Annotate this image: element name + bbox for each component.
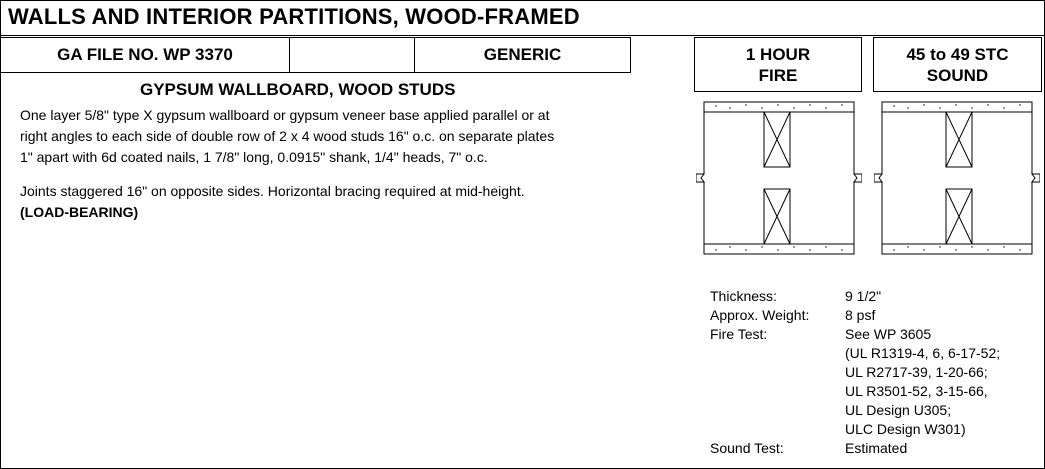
spec-label: Thickness:: [710, 288, 777, 304]
spec-value-line: 9 1/2": [845, 288, 882, 304]
description-line: 1" apart with 6d coated nails, 1 7/8" long, 0.0915" shank, 1/4" heads, 7" o.c.: [20, 149, 488, 165]
spec-value-line: ULC Design W301): [845, 421, 966, 437]
page-title: WALLS AND INTERIOR PARTITIONS, WOOD-FRAMED: [8, 4, 580, 29]
sound-rating-label: SOUND: [926, 65, 989, 85]
spec-value: [845, 306, 875, 325]
fire-rating-value: 1 HOUR: [745, 44, 811, 64]
header-spacer-box: [289, 37, 415, 73]
spec-value-line: UL R2717-39, 1-20-66;: [845, 364, 988, 380]
spec-label: Sound Test:: [710, 440, 784, 456]
spec-row-weight: [710, 306, 1000, 325]
load-bearing-note: (LOAD-BEARING): [20, 204, 139, 220]
spec-row-fire-test: [710, 325, 1000, 439]
assembly-description: [20, 105, 660, 223]
file-number-box: [0, 37, 290, 73]
spec-value: [845, 325, 1000, 439]
file-number: GA FILE NO. WP 3370: [57, 45, 233, 64]
spec-row-thickness: [710, 287, 1000, 306]
classification-box: [414, 37, 631, 73]
fire-rating-box: [694, 37, 862, 92]
spec-value-line: 8 psf: [845, 307, 876, 323]
title-divider: [0, 35, 1045, 36]
spec-value: [845, 439, 907, 458]
spec-value-line: (UL R1319-4, 6, 6-17-52;: [845, 345, 1001, 361]
joints-note: Joints staggered 16" on opposite sides. Horizontal bracing required at mid-height.: [20, 183, 525, 199]
spec-value-line: See WP 3605: [845, 326, 932, 342]
spec-row-sound-test: [710, 439, 1000, 458]
sound-rating-value: 45 to 49 STC: [906, 44, 1009, 64]
specifications-table: [710, 287, 1000, 458]
spec-value-line: UL R3501-52, 3-15-66,: [845, 383, 988, 399]
wall-section-diagram-sound: [874, 100, 1040, 260]
spec-label: Fire Test:: [710, 326, 768, 342]
description-line: One layer 5/8" type X gypsum wallboard or gypsum veneer base applied parallel or at: [20, 107, 550, 123]
assembly-subtitle: GYPSUM WALLBOARD, WOOD STUDS: [140, 80, 456, 99]
classification-label: GENERIC: [483, 45, 562, 64]
description-line: right angles to each side of double row of 2 x 4 wood studs 16" o.c. on separate plates: [20, 128, 555, 144]
spec-label: Approx. Weight:: [710, 307, 810, 323]
spec-value-line: UL Design U305;: [845, 402, 952, 418]
sound-rating-box: [873, 37, 1042, 92]
spec-value-line: Estimated: [845, 440, 908, 456]
wall-section-diagram-fire: [696, 100, 862, 260]
fire-rating-label: FIRE: [758, 65, 798, 85]
spec-value: [845, 287, 881, 306]
